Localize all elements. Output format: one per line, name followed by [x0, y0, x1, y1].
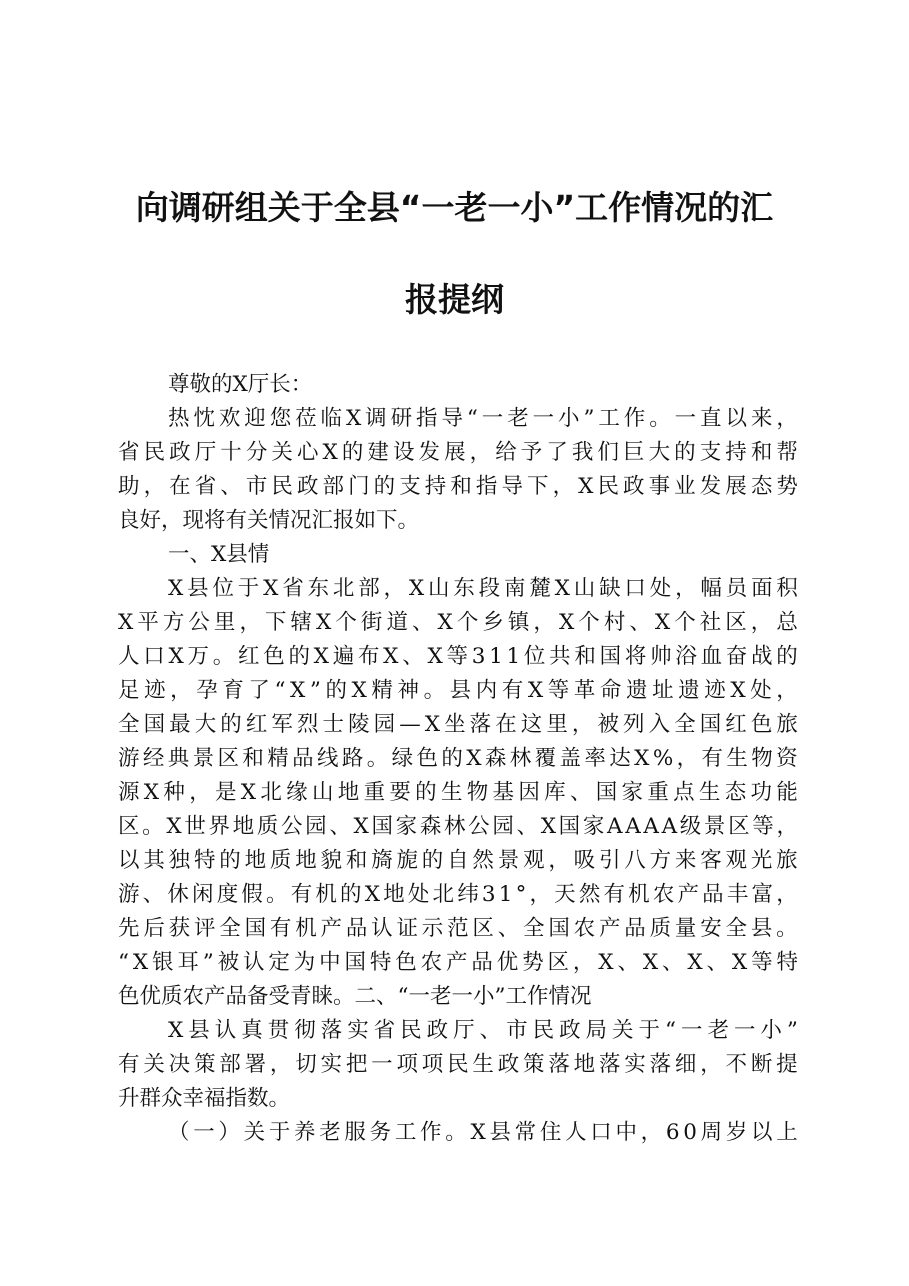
- body-line: 热 忱 欢 迎 您 莅 临 X 调 研 指 导 “ 一 老 一 小 ” 工 作 。 一 直 以 来 ，: [168, 406, 798, 431]
- body-line: 省 民 政 厅 十 分 关 心 X 的 建 设 发 展 ， 给 予 了 我 们 巨 大 的 支 持 和 帮: [118, 440, 798, 465]
- body-line: “ X 银 耳 ” 被 认 定 为 中 国 特 色 农 产 品 优 势 区 ， X 、 X 、 X 、 X 等 特: [118, 950, 798, 975]
- body-line: 游 经 典 景 区 和 精 品 线 路 。 绿 色 的 X 森 林 覆 盖 率 达 X % ， 有 生 物 资: [118, 746, 798, 771]
- body-line: 先 后 获 评 全 国 有 机 产 品 认 证 示 范 区 、 全 国 农 产 品 质 量 安 全 县 。: [118, 916, 798, 941]
- body-line: （ 一 ） 关 于 养 老 服 务 工 作 。 X 县 常 住 人 口 中 ， 6 0 周 岁 以 上: [168, 1120, 798, 1145]
- body-line: 尊敬的X厅长：: [168, 372, 313, 397]
- body-line: X 县 认 真 贯 彻 落 实 省 民 政 厅 、 市 民 政 局 关 于 “ 一 老 一 小 ”: [168, 1018, 798, 1043]
- title-line-2: 报提纲: [405, 280, 504, 319]
- title-line-1: 向调研组关于全县“一老一小”工作情况的汇: [135, 188, 774, 227]
- body-line: X 平 方 公 里 ， 下 辖 X 个 街 道 、 X 个 乡 镇 ， X 个 村 、 X 个 社 区 ， 总: [118, 610, 798, 635]
- body-line: 助 ， 在 省 、 市 民 政 部 门 的 支 持 和 指 导 下 ， X 民 政 事 业 发 展 态 势: [118, 474, 798, 499]
- document-title: [100, 162, 809, 346]
- document-body: [118, 368, 798, 1150]
- body-line: 人 口 X 万 。 红 色 的 X 遍 布 X 、 X 等 3 1 1 位 共 和 国 将 帅 浴 血 奋 战 的: [118, 644, 798, 669]
- body-line: 足 迹 ， 孕 育 了 “ X ” 的 X 精 神 。 县 内 有 X 等 革 命 遗 址 遗 迹 X 处 ，: [118, 678, 798, 703]
- body-line: 色优质农产品备受青睐。二、“一老一小”工作情况: [118, 984, 592, 1009]
- body-line: X 县 位 于 X 省 东 北 部 ， X 山 东 段 南 麓 X 山 缺 口 处 ， 幅 员 面 积: [168, 576, 798, 601]
- body-line: 一、X县情: [168, 542, 270, 567]
- body-line: 以 其 独 特 的 地 质 地 貌 和 旖 旎 的 自 然 景 观 ， 吸 引 八 方 来 客 观 光 旅: [118, 848, 798, 873]
- body-line: 全 国 最 大 的 红 军 烈 士 陵 园 — X 坐 落 在 这 里 ， 被 列 入 全 国 红 色 旅: [118, 712, 798, 737]
- body-line: 升群众幸福指数。: [118, 1086, 291, 1111]
- body-line: 良好，现将有关情况汇报如下。: [118, 508, 420, 533]
- body-line: 区 。 X 世 界 地 质 公 园 、 X 国 家 森 林 公 园 、 X 国 家 A A A A 级 景 区 等 ，: [118, 814, 798, 839]
- body-line: 游 、 休 闲 度 假 。 有 机 的 X 地 处 北 纬 3 1 ° ， 天 然 有 机 农 产 品 丰 富 ，: [118, 882, 798, 907]
- body-line: 源 X 种 ， 是 X 北 缘 山 地 重 要 的 生 物 基 因 库 、 国 家 重 点 生 态 功 能: [118, 780, 798, 805]
- body-line: 有 关 决 策 部 署 ， 切 实 把 一 项 项 民 生 政 策 落 地 落 实 落 细 ， 不 断 提: [118, 1052, 798, 1077]
